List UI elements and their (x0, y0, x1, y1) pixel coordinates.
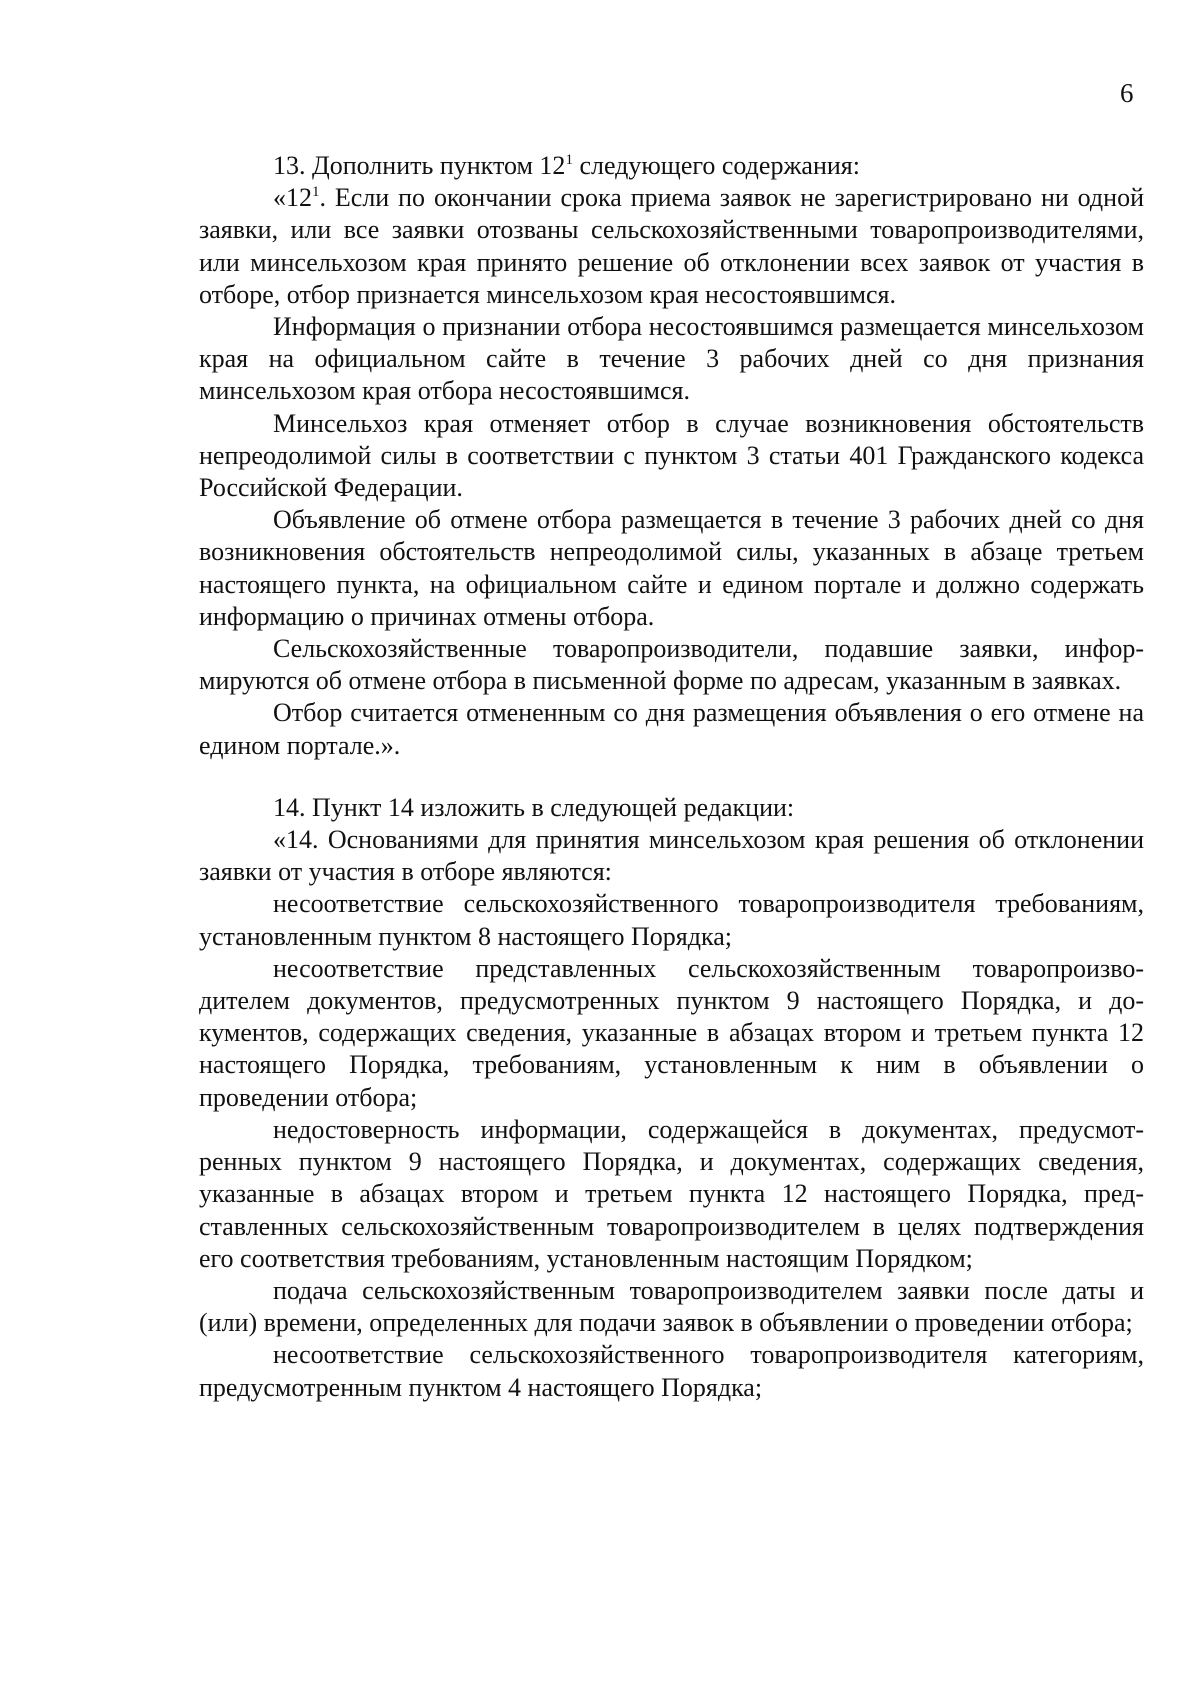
section-14-paragraph-4: недостоверность информации, содержащейся в документах, предусмотренных пунктом 9 настоящего Порядка, и документах, содержащих сведения, указанные в абзацах втором и третьем пункта 12 настоящего Порядка, представленных сельскохозяйственным товаропроизводителем в целях подтверждения его соответствия требованиям, установленным настоящим Порядком; (199, 1114, 1144, 1273)
page-number: 6 (1120, 78, 1134, 108)
section-13-heading-post: следующего содержания: (572, 151, 860, 180)
section-13-paragraph-6: Отбор считается отмененным со дня размещения объявления о его отмене на едином портале.». (199, 698, 1144, 760)
section-13-p1-pre: «12 (273, 183, 312, 213)
section-14-paragraph-3: несоответствие представленных сельскохозяйственным товаропроизводителем документов, предусмотренных пунктом 9 настоящего Порядка, и документов, содержащих сведения, указанные в абзацах втором и третьем пункта 12 настоящего Порядка, требованиям, установленным к ним в объявлении о проведении отбора; (199, 953, 1144, 1112)
section-spacer (199, 762, 1144, 792)
section-13-heading-pre: 13. Дополнить пунктом 12 (273, 151, 566, 180)
section-13-paragraph-3: Минсельхоз края отменяет отбор в случае возникновения обстоятельств непреодолимой силы в соответствии с пунктом 3 статьи 401 Гражданского кодекса Российской Федерации. (199, 408, 1144, 503)
section-13-heading (199, 150, 1144, 182)
section-13-p1-post: . Если по окончании срока приема заявок не зарегистрировано ни одной заявки, или все заявки отозваны сельскохозяйственными товаропроизводителями, или минсельхозом края принято решение об отклонении всех заявок от участия в отборе, отбор признается минсельхозом края несостоявшимся. (199, 183, 1144, 309)
document-body (199, 150, 1144, 1404)
section-14-paragraph-2: несоответствие сельскохозяйственного товаропроизводителя требованиям, установленным пунктом 8 настоящего Порядка; (199, 889, 1144, 951)
section-14-paragraph-6: несоответствие сельскохозяйственного товаропроизводителя категориям, предусмотренным пунктом 4 настоящего Порядка; (199, 1340, 1144, 1402)
section-14-paragraph-1: «14. Основаниями для принятия минсельхозом края решения об отклонении заявки от участия в отборе являются: (199, 825, 1144, 887)
section-13-paragraph-4: Объявление об отмене отбора размещается в течение 3 рабочих дней со дня возникновения обстоятельств непреодолимой силы, указанных в абзаце третьем настоящего пункта, на официальном сайте и едином портале и должно содержать информацию о причинах отмены отбора. (199, 505, 1144, 631)
section-14-heading: 14. Пункт 14 изложить в следующей редакции: (273, 792, 795, 822)
section-13-p1-superscript: 1 (312, 184, 320, 201)
section-13-paragraph-1 (199, 182, 1144, 311)
section-13-heading-superscript: 1 (565, 152, 573, 168)
section-13-paragraph-2: Информация о признании отбора несостоявшимся размещается минсельхозом края на официальном сайте в течение 3 рабочих дней со дня признания минсельхозом края отбора несостоявшимся. (199, 312, 1144, 406)
section-13-paragraph-5: Сельскохозяйственные товаропроизводители, подавшие заявки, информируются об отмене отбора в письменной форме по адресам, указанным в заявках. (199, 634, 1144, 696)
section-14-paragraph-5: подача сельскохозяйственным товаропроизводителем заявки после даты и (или) времени, определенных для подачи заявок в объявлении о проведении отбора; (199, 1275, 1144, 1338)
